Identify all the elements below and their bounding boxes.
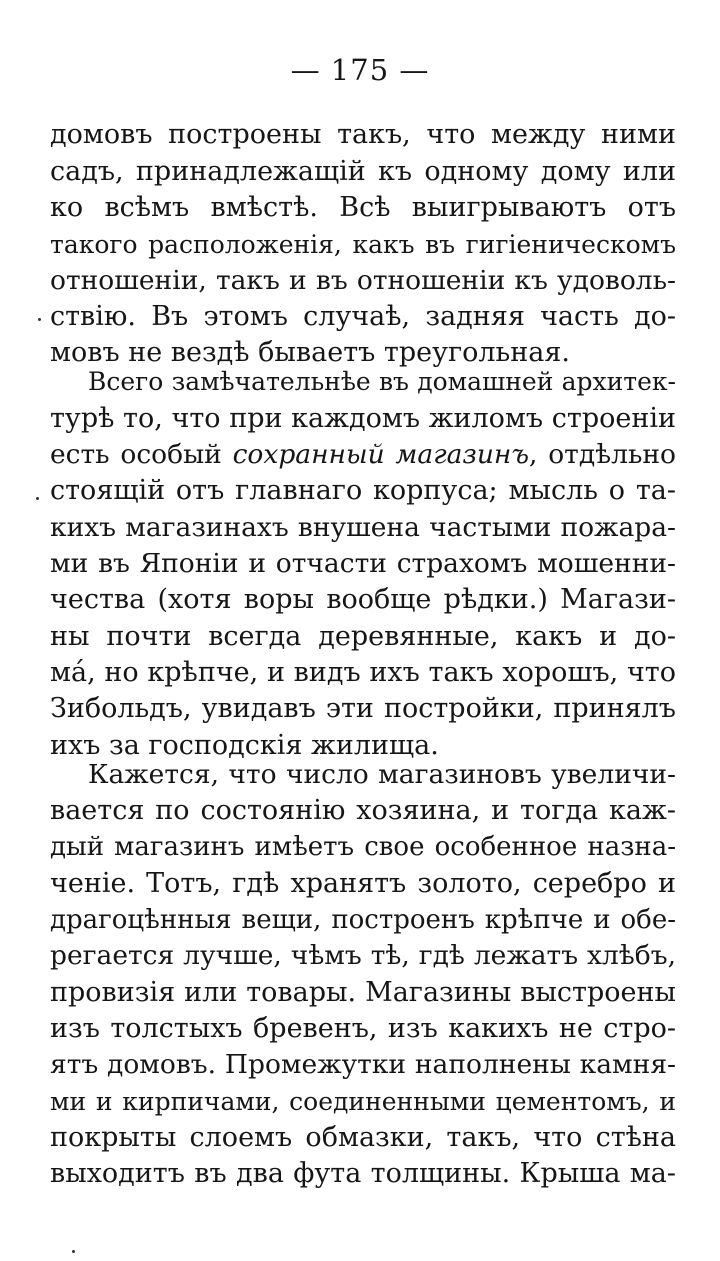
text-line: ми и кирпичами, соединенными цементомъ, и bbox=[50, 1087, 676, 1116]
text-line: ма́, но крѣпче, и видъ ихъ такъ хорошъ, что bbox=[50, 657, 676, 688]
italic-term: сохранный магазинъ bbox=[232, 439, 530, 470]
text-line: кихъ магазинахъ внушена частыми пожара- bbox=[50, 512, 676, 543]
text-line: Кажется, что число магазиновъ увеличи- bbox=[88, 759, 676, 790]
text-line: отношеніи, такъ и въ отношеніи къ удоволь- bbox=[50, 265, 676, 296]
text-line: мовъ не вездѣ бываетъ треугольная. bbox=[50, 337, 570, 368]
text-line: регается лучше, чѣмъ тѣ, гдѣ лежатъ хлѣбъ, bbox=[50, 940, 676, 971]
text-line: такого расположенія, какъ въ гигіеническомъ bbox=[50, 230, 676, 259]
text-line: чества (хотя воры вообще рѣдки.) Магази- bbox=[50, 584, 676, 615]
text-line: дый магазинъ имѣетъ свое особенное назна- bbox=[50, 832, 676, 862]
text-line: садъ, принадлежащій къ одному дому или bbox=[50, 156, 676, 187]
text-line: стоящій отъ главнаго корпуса; мысль о та- bbox=[50, 475, 676, 506]
text-line: Зибольдъ, увидавъ эти постройки, принялъ bbox=[50, 693, 676, 724]
text-line: провизія или товары. Магазины выстроены bbox=[50, 977, 676, 1008]
text-line: ко всѣмъ вмѣстѣ. Всѣ выигрываютъ отъ bbox=[50, 192, 676, 223]
text-line: ихъ за господскія жилища. bbox=[50, 730, 439, 761]
text-segment: , отдѣльно bbox=[529, 439, 677, 470]
margin-speck bbox=[36, 497, 39, 500]
text-line: выходитъ въ два фута толщины. Крыша ма- bbox=[50, 1158, 676, 1189]
text-line: вается по состоянію хозяина, и тогда каж- bbox=[50, 795, 676, 826]
text-line: ченіе. Тотъ, гдѣ хранятъ золото, серебро и bbox=[50, 868, 676, 899]
text-line: покрыты слоемъ обмазки, такъ, что стѣна bbox=[50, 1122, 676, 1153]
page-number: — 175 — bbox=[290, 53, 430, 87]
margin-speck bbox=[72, 1250, 75, 1253]
text-line: ми въ Японіи и отчасти страхомъ мошенни- bbox=[50, 548, 676, 579]
text-line: домовъ построены такъ, что между ними bbox=[50, 119, 676, 150]
text-line: Всего замѣчательнѣе въ домашней архитек- bbox=[88, 367, 676, 396]
text-segment: есть особый bbox=[50, 439, 233, 470]
text-line: изъ толстыхъ бревенъ, изъ какихъ не стро- bbox=[50, 1013, 676, 1044]
margin-speck bbox=[38, 318, 41, 321]
text-line: ствію. Въ этомъ случаѣ, задняя часть до- bbox=[50, 301, 676, 332]
text-line: ны почти всегда деревянные, какъ и до- bbox=[50, 621, 676, 652]
text-line: ятъ домовъ. Промежутки наполнены камня- bbox=[50, 1049, 676, 1080]
text-line: драгоцѣнныя вещи, построенъ крѣпче и обе- bbox=[50, 905, 676, 935]
text-line: турѣ то, что при каждомъ жиломъ строеніи bbox=[50, 403, 676, 434]
text-line-with-italic bbox=[50, 436, 676, 474]
